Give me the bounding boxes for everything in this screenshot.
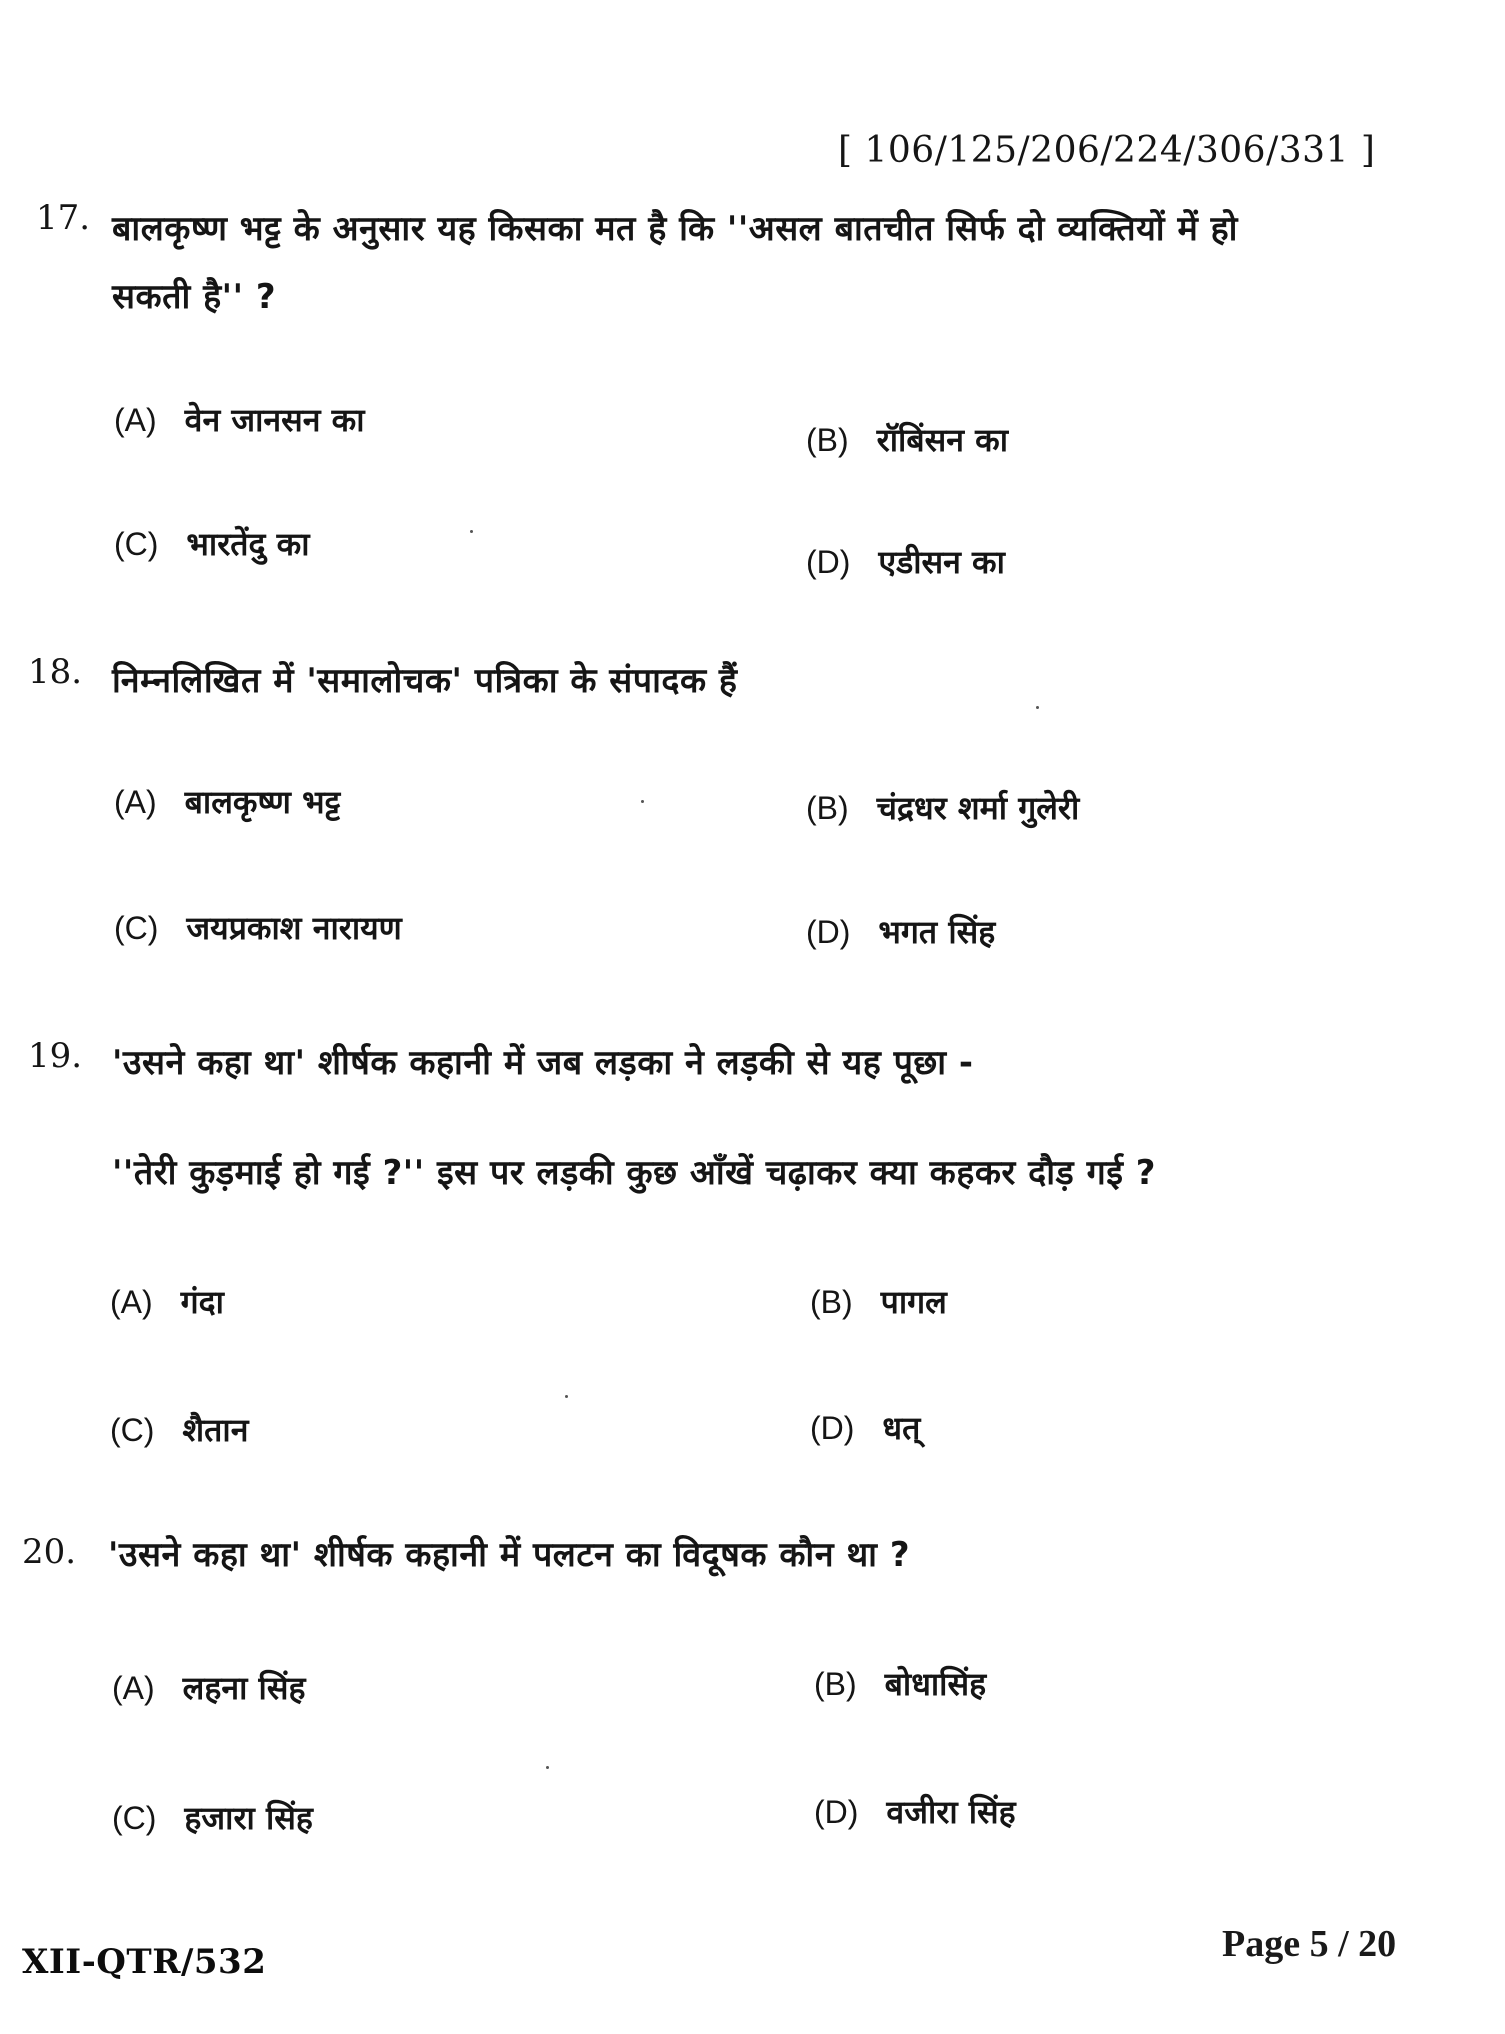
option-b[interactable] xyxy=(806,786,1079,829)
option-text: भगत सिंह xyxy=(878,913,996,951)
option-label: (B) xyxy=(814,1666,857,1702)
option-label: (C) xyxy=(114,910,159,946)
option-text: लहना सिंह xyxy=(182,1669,306,1707)
option-b[interactable] xyxy=(810,1280,947,1323)
option-text: रॉबिंसन का xyxy=(876,421,1008,459)
option-label: (B) xyxy=(806,790,849,826)
option-label: (A) xyxy=(114,784,157,820)
question-text-line: 'उसने कहा था' शीर्षक कहानी में जब लड़का ने लड़की से यह पूछा - xyxy=(112,1043,974,1083)
option-label: (A) xyxy=(112,1670,155,1706)
option-c[interactable] xyxy=(110,1408,248,1451)
option-b[interactable] xyxy=(806,418,1008,461)
paper-code-footer: XII-QTR/532 xyxy=(22,1942,267,1982)
question-number: 19. xyxy=(28,1036,83,1076)
option-text: एडीसन का xyxy=(878,543,1005,581)
option-text: जयप्रकाश नारायण xyxy=(186,909,402,947)
option-label: (D) xyxy=(806,914,851,950)
option-a[interactable] xyxy=(112,1666,305,1709)
option-text: चंद्रधर शर्मा गुलेरी xyxy=(876,789,1080,827)
option-b[interactable] xyxy=(814,1662,986,1705)
option-label: (C) xyxy=(114,526,159,562)
question-text-line: ''तेरी कुड़माई हो गई ?'' इस पर लड़की कुछ आँखें चढ़ाकर क्या कहकर दौड़ गई ? xyxy=(112,1153,1156,1193)
scan-speck xyxy=(565,1395,568,1398)
option-label: (C) xyxy=(110,1412,155,1448)
option-label: (C) xyxy=(112,1800,157,1836)
option-text: भारतेंदु का xyxy=(186,525,310,563)
option-c[interactable] xyxy=(114,522,310,565)
scan-speck xyxy=(641,800,644,803)
question-number: 18. xyxy=(28,652,83,692)
option-label: (B) xyxy=(806,422,849,458)
page-number: Page 5 / 20 xyxy=(1222,1923,1397,1965)
option-d[interactable] xyxy=(810,1406,920,1449)
option-text: धत् xyxy=(882,1409,921,1447)
scan-speck xyxy=(470,530,473,533)
question-number: 17. xyxy=(36,198,91,238)
option-c[interactable] xyxy=(114,906,402,949)
question-text-line: निम्नलिखित में 'समालोचक' पत्रिका के संपादक हैं xyxy=(112,661,738,701)
option-label: (B) xyxy=(810,1284,853,1320)
option-label: (D) xyxy=(806,544,851,580)
option-text: हजारा सिंह xyxy=(184,1799,313,1837)
option-text: वजीरा सिंह xyxy=(886,1793,1016,1831)
option-a[interactable] xyxy=(114,780,340,823)
option-d[interactable] xyxy=(814,1790,1016,1833)
paper-codes-header: [ 106/125/206/224/306/331 ] xyxy=(838,130,1376,171)
scan-speck xyxy=(546,1766,549,1769)
option-c[interactable] xyxy=(112,1796,313,1839)
question-number: 20. xyxy=(22,1532,77,1572)
option-d[interactable] xyxy=(806,540,1005,583)
option-a[interactable] xyxy=(114,398,365,441)
question-text-line: 'उसने कहा था' शीर्षक कहानी में पलटन का विदूषक कौन था ? xyxy=(108,1535,911,1575)
question-text-line: सकती है'' ? xyxy=(112,277,277,317)
option-label: (D) xyxy=(814,1794,859,1830)
option-label: (A) xyxy=(114,402,157,438)
option-d[interactable] xyxy=(806,910,995,953)
option-text: बोधासिंह xyxy=(884,1665,987,1703)
option-label: (D) xyxy=(810,1410,855,1446)
option-text: वेन जानसन का xyxy=(184,401,365,439)
option-text: गंदा xyxy=(180,1283,224,1321)
option-a[interactable] xyxy=(110,1280,224,1323)
option-label: (A) xyxy=(110,1284,153,1320)
option-text: पागल xyxy=(880,1283,947,1321)
scan-speck xyxy=(1036,706,1039,709)
question-text-line: बालकृष्ण भट्ट के अनुसार यह किसका मत है कि ''असल बातचीत सिर्फ दो व्यक्तियों में हो xyxy=(112,209,1238,249)
option-text: शैतान xyxy=(182,1411,249,1449)
option-text: बालकृष्ण भट्ट xyxy=(184,783,341,821)
